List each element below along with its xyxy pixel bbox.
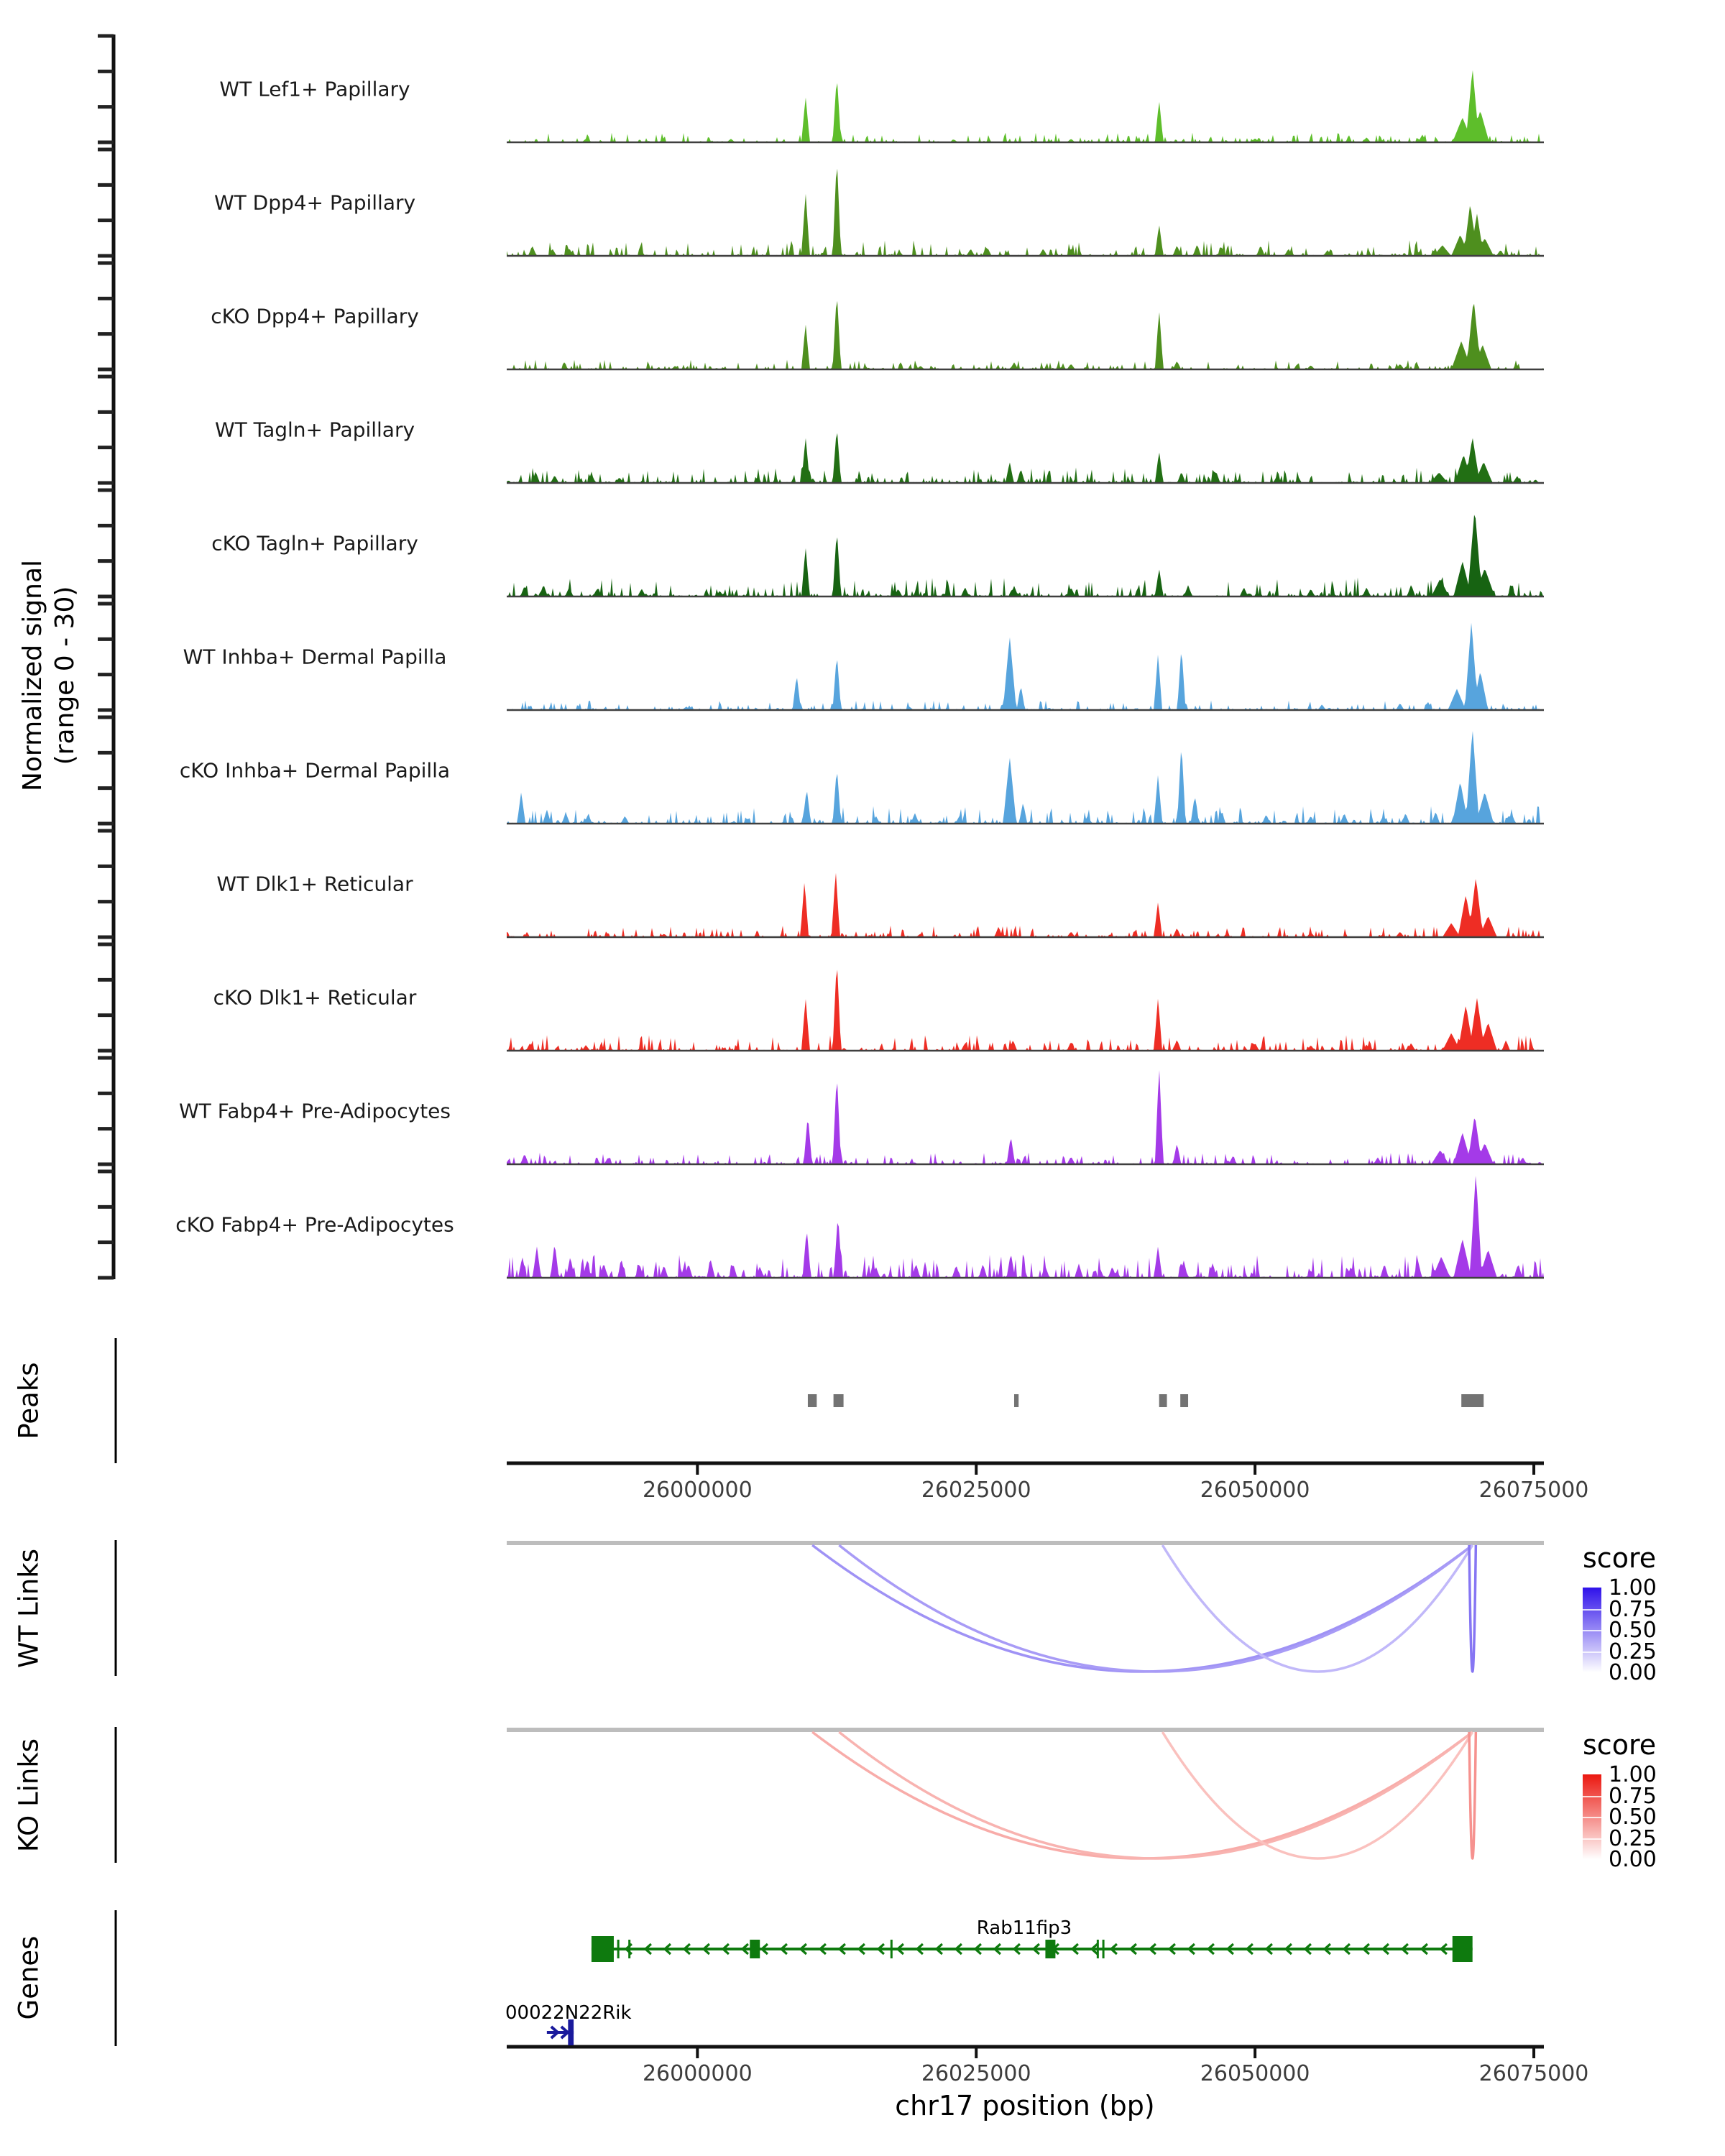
peak-interval-5: [1461, 1394, 1484, 1407]
wt-links-legend-tick-0: 1.00: [1609, 1575, 1657, 1600]
ko-links-legend-tickmark: [1583, 1817, 1601, 1818]
wt-links-arc-2: [1162, 1545, 1472, 1672]
ko-links-legend-title: score: [1583, 1729, 1657, 1761]
wt-links-arc-3: [1469, 1545, 1476, 1672]
coverage-signal-9: [507, 1070, 1544, 1164]
wt-links-legend-tick-4: 0.00: [1609, 1660, 1657, 1685]
track-label-9: WT Fabp4+ Pre-Adipocytes: [179, 1099, 451, 1123]
gene-label-0: Rab11fip3: [976, 1917, 1072, 1939]
ko-links-arc-3: [1469, 1732, 1476, 1858]
coverage-signal-2: [507, 301, 1544, 369]
y-axis-label-line2: (range 0 - 30): [50, 586, 80, 765]
track-label-5: WT Inhba+ Dermal Papilla: [183, 645, 447, 669]
y-axis-label-line1: Normalized signal: [18, 559, 47, 792]
bottom-axis-tick-label-1: 26025000: [921, 2061, 1031, 2086]
coverage-signal-7: [507, 873, 1544, 937]
wt-links-legend-tickmark: [1583, 1651, 1601, 1653]
ko-links-legend-tick-0: 1.00: [1609, 1762, 1657, 1787]
wt-links-legend-tick-2: 0.50: [1609, 1618, 1657, 1643]
peaks-axis-tick-label-0: 26000000: [642, 1478, 753, 1503]
wt-links-legend-tick-3: 0.25: [1609, 1639, 1657, 1664]
ko-links-arc-2: [1162, 1732, 1472, 1858]
section-label-peaks: Peaks: [13, 1362, 45, 1439]
coverage-signal-1: [507, 169, 1544, 256]
wt-links-legend-title: score: [1583, 1542, 1657, 1574]
x-axis-title: chr17 position (bp): [895, 2090, 1155, 2122]
wt-links-legend-tickmark: [1583, 1609, 1601, 1611]
track-label-7: WT Dlk1+ Reticular: [216, 872, 413, 896]
y-axis-label: [17, 560, 81, 791]
peaks-axis-tick-label-3: 26075000: [1478, 1478, 1589, 1503]
track-label-6: cKO Inhba+ Dermal Papilla: [179, 758, 451, 783]
section-label-wt-links: WT Links: [13, 1549, 45, 1668]
gene-label-1: 00022N22Rik: [505, 2002, 632, 2024]
ko-links-legend-tickmark: [1583, 1838, 1601, 1840]
wt-links-arc-0: [812, 1545, 1473, 1672]
ko-links-legend-tickmark: [1583, 1796, 1601, 1797]
ko-links-legend-colorbar: [1583, 1774, 1601, 1859]
coverage-signal-8: [507, 970, 1544, 1051]
gene-exon-0-3: [1453, 1936, 1473, 1962]
ko-links-arc-0: [812, 1732, 1473, 1858]
section-label-genes: Genes: [13, 1935, 45, 2020]
ko-links-legend-tick-4: 0.00: [1609, 1847, 1657, 1872]
wt-links-legend-colorbar: [1583, 1588, 1601, 1672]
track-label-2: cKO Dpp4+ Papillary: [211, 304, 419, 328]
track-label-1: WT Dpp4+ Papillary: [213, 190, 416, 215]
peak-interval-4: [1180, 1394, 1188, 1407]
track-label-3: WT Tagln+ Papillary: [214, 418, 415, 442]
bottom-axis-tick-label-0: 26000000: [642, 2061, 753, 2086]
peaks-axis-tick-label-2: 26050000: [1200, 1478, 1310, 1503]
gene-exon-0-0: [592, 1936, 614, 1962]
gene-exon-0-1: [750, 1940, 760, 1958]
wt-links-legend-tick-1: 0.75: [1609, 1596, 1657, 1622]
ko-links-legend-tick-3: 0.25: [1609, 1825, 1657, 1851]
track-label-4: cKO Tagln+ Papillary: [211, 531, 418, 556]
coverage-signal-10: [507, 1176, 1544, 1278]
coverage-signal-3: [507, 433, 1544, 483]
bottom-axis-tick-label-2: 26050000: [1200, 2061, 1310, 2086]
ko-links-legend-tick-2: 0.50: [1609, 1805, 1657, 1830]
peak-interval-1: [834, 1394, 844, 1407]
peaks-axis-tick-label-1: 26025000: [921, 1478, 1031, 1503]
ko-links-legend-tick-1: 0.75: [1609, 1783, 1657, 1809]
coverage-signal-6: [507, 731, 1544, 824]
bottom-axis-tick-label-3: 26075000: [1478, 2061, 1589, 2086]
coverage-signal-5: [507, 623, 1544, 710]
peak-interval-2: [1014, 1394, 1018, 1407]
track-label-0: WT Lef1+ Papillary: [219, 77, 410, 101]
coverage-signal-0: [507, 70, 1544, 142]
peak-interval-0: [808, 1394, 816, 1407]
peak-interval-3: [1159, 1394, 1167, 1407]
coverage-signal-4: [507, 515, 1544, 596]
track-label-8: cKO Dlk1+ Reticular: [213, 985, 417, 1010]
track-label-10: cKO Fabp4+ Pre-Adipocytes: [175, 1212, 454, 1237]
wt-links-legend-tickmark: [1583, 1630, 1601, 1631]
section-label-ko-links: KO Links: [13, 1738, 45, 1853]
